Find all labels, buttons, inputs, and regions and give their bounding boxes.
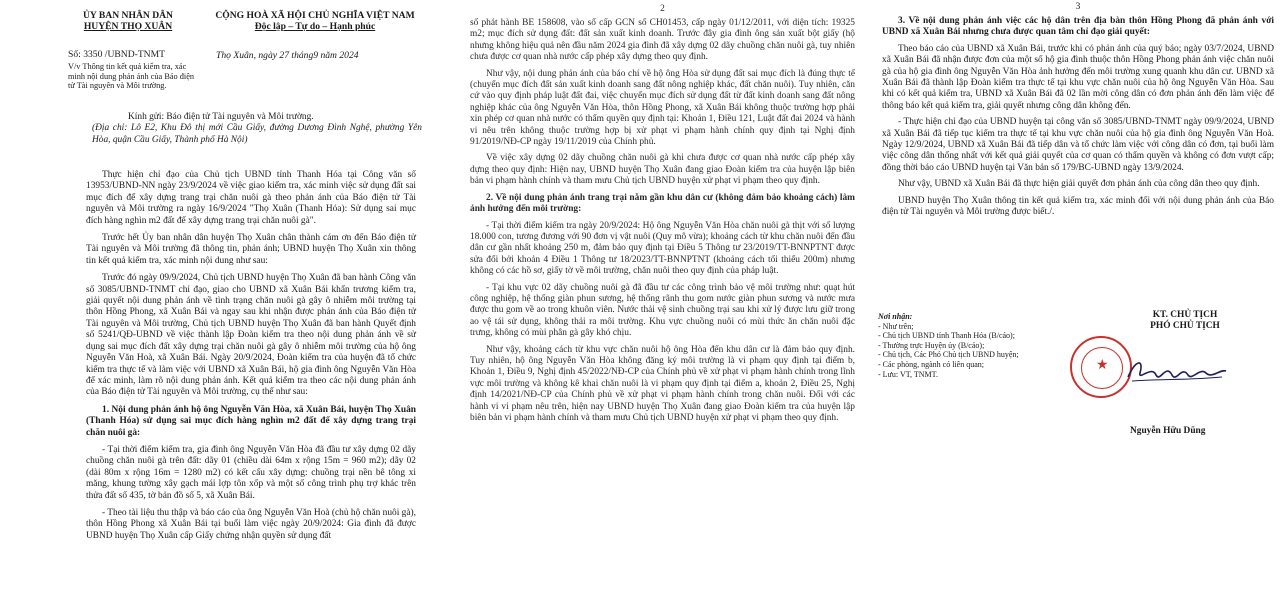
paragraph: Trước hết Ủy ban nhân dân huyện Thọ Xuân chân thành cám ơn đến Báo điện tử Tài nguyên và Môi trường đã thông tin, phản ánh; UBND huyện Thọ Xuân xin thông tin kết quả kiểm tra, xác minh nội dung như sau: bbox=[86, 233, 416, 266]
recipient-item: - Chủ tịch, Các Phó Chủ tịch UBND huyện; bbox=[878, 350, 1019, 360]
recipients-title: Nơi nhận: bbox=[878, 312, 913, 321]
paragraph: - Tại khu vực 02 dãy chuồng nuôi gà đã đầu tư các công trình bảo vệ môi trường như: quạt hút công nghiệp, hệ thống giàn phun sương, hệ thống rãnh thu gom nước giàn phun sương và nước mưa được thu gom về ao trong khuôn viên. Nước thải vệ sinh chuồng trại sau khi xử lý được lưu giữ trong ao vệ tái sử dụng, không thải ra môi trường. Khu vực chuồng nuôi có mùi thức ăn chăn nuôi đặc trưng, không có mùi phân gà gây khó chịu. bbox=[470, 282, 855, 339]
national-heading bbox=[206, 10, 424, 32]
signature-stroke bbox=[1128, 363, 1226, 377]
recipient-item: - Chủ tịch UBND tỉnh Thanh Hóa (B/cáo); bbox=[878, 331, 1015, 341]
section-heading: 1. Nội dung phản ánh hộ ông Nguyễn Văn Hòa, xã Xuân Bái, huyện Thọ Xuân (Thanh Hóa) sử dụng sai mục đích hàng nghìn m2 đất để xây dựng trang trại chăn nuôi gà: bbox=[86, 404, 416, 438]
recipient-item: - Lưu: VT, TNMT. bbox=[878, 369, 938, 379]
issuing-agency bbox=[44, 10, 212, 32]
signature-underline bbox=[1132, 377, 1222, 381]
recipient-address: (Địa chỉ: Lô E2, Khu Đô thị mới Cầu Giấy, đường Dương Đình Nghệ, phường Yên Hòa, quận Cầu Giấy, Thành phố Hà Nội) bbox=[92, 123, 422, 145]
document-date: Thọ Xuân, ngày 27 tháng9 năm 2024 bbox=[216, 50, 359, 61]
agency-line-1: ỦY BAN NHÂN DÂN bbox=[83, 10, 173, 21]
page-2 bbox=[470, 0, 855, 606]
paragraph: số phát hành BE 158608, vào sổ cấp GCN số CH01453, cấp ngày 01/12/2011, với diện tích: 19325 m2; mục đích sử dụng đất: đất sản xuất kinh doanh. Trước đây gia đình ông sản xuất bột giấy (hộ nhưng không hiệu quả nên đầu năm 2024 gia đình đã xây dựng 02 dãy chuồng chăn nuôi gà, tuy nhiên chưa được cơ quan nhà nước cấp phép xây dựng theo quy định. bbox=[470, 18, 855, 63]
paragraph: Về việc xây dựng 02 dãy chuồng chăn nuôi gà khi chưa được cơ quan nhà nước cấp phép xây dựng theo quy định: Hiện nay, UBND huyện Thọ Xuân đang giao Đoàn kiểm tra của huyện lập biên bản vi phạm hành chính và tham mưu Chủ tịch UBND huyện xử phạt vi phạm theo quy định. bbox=[470, 153, 855, 187]
recipient-item: - Như trên; bbox=[878, 321, 914, 331]
paragraph: Trước đó ngày 09/9/2024, Chủ tịch UBND huyện Thọ Xuân đã ban hành Công văn số 3085/UBND-TNMT chỉ đạo, giao cho UBND xã Xuân Bái khẩn trương kiểm tra, giải quyết nội dung phản ánh về tình trạng chăn nuôi gà gây ô nhiễm môi trường tại thôn Hồng Phong, xã Xuân Bái và ngay sau khi nhận được phản ánh của Báo điện tử Tài nguyên và Môi trường, Chủ tịch UBND huyện Thọ Xuân đã ban hành Quyết định số 5241/QĐ-UBND về việc thành lập Đoàn kiểm tra theo nội dung phản ánh về sử dụng sai mục đích đất xây dựng trại chăn nuôi gà gây ô nhiễm môi trường của hộ ông Nguyễn Văn Hoà, xã Xuân Bái. Ngày 20/9/2024, Đoàn kiểm tra của huyện đã tổ chức kiểm tra thực tế và làm việc với UBND xã Xuân Bái, hộ gia đình ông Nguyễn Văn Hòa để xác minh, làm rõ nội dung phản ánh. Kết quả kiểm tra theo các nội dung phản ánh của Báo điện tử Tài nguyên và Môi trường, cụ thể như sau: bbox=[86, 273, 416, 398]
page-3 bbox=[878, 0, 1286, 606]
paragraph: - Tại thời điểm kiểm tra ngày 20/9/2024: Hộ ông Nguyễn Văn Hòa chăn nuôi gà thịt với số lượng 18.000 con, tương đương với 90 đơn vị vật nuôi (Quy mô vừa); khoảng cách từ khu chăn nuôi đến đầu dân cư gần nhất khoảng 250 m, đảm bảo quy định tại Điều 5 Thông tư 23/2019/TT-BNNPTNT được sửa đổi bởi khoản 4 Điều 1 Thông tư 18/2023/TT-BNNPTNT (khoảng cách tối thiểu 200m) nhưng không có các hồ sơ, giấy tờ về môi trường, chăn nuôi theo quy định của pháp luật. bbox=[470, 220, 855, 277]
paragraph: - Theo tài liệu thu thập và báo cáo của ông Nguyễn Văn Hoà (chủ hộ chăn nuôi gà), thôn Hồng Phong xã Xuân Bái tại buổi làm việc ngày 20/9/2024: Gia đình đã được UBND huyện Thọ Xuân cấp Giấy chứng nhận quyền sử dụng đất bbox=[86, 507, 416, 541]
to-line: Kính gửi: Báo điện tử Tài nguyên và Môi trường. bbox=[128, 112, 314, 122]
nation-motto: Độc lập – Tự do – Hạnh phúc bbox=[254, 21, 376, 32]
page-1-body bbox=[86, 170, 416, 542]
document-number: Số: 3350 /UBND-TNMT bbox=[68, 49, 166, 60]
sign-title-2: PHÓ CHỦ TỊCH bbox=[1150, 321, 1220, 331]
paragraph: Theo báo cáo của UBND xã Xuân Bái, trước khi có phản ánh của quý báo; ngày 03/7/2024, UBND xã Xuân Bái đã nhận được đơn của một số hộ gia đình thuộc thôn Hồng Phong phản ánh việc chăn nuôi gà của hộ gia đình ông Nguyễn Văn Hòa ảnh hưởng đến môi trường xung quanh khu dân cư. UBND xã Xuân Bái đã thành lập Đoàn kiểm tra thực tế tại khu vực chăn nuôi của hộ ông Nguyễn Văn Hòa. Sau khi có kết quả kiểm tra, UBND xã Xuân Bái đã 02 lần mời công dân có đơn phản ánh đến làm việc để thông báo kết quả kiểm tra, giải quyết nhưng công dân không đến. bbox=[882, 43, 1274, 111]
paragraph: - Tại thời điểm kiểm tra, gia đình ông Nguyễn Văn Hòa đã đầu tư xây dựng 02 dãy chuồng chăn nuôi gà trên đất: dãy 01 (chiều dài 64m x rộng 15m = 960 m2); dãy 02 (dài 80m x rộng 16m = 1280 m2) có kết cấu xây dựng: chuồng trại nền bê tông xi măng, khung tường xây gạch mái lợp tôn xốp và một số công trình phụ trợ khác trên thửa đất số 435, tờ bản đồ số 5, xã Xuân Bái. bbox=[86, 444, 416, 501]
sign-title-1: KT. CHỦ TỊCH bbox=[1152, 310, 1218, 320]
section-heading: 2. Về nội dung phản ánh trang trại nằm gần khu dân cư (không đảm bảo khoảng cách) làm ảnh hưởng đến môi trường: bbox=[470, 192, 855, 215]
page-3-body bbox=[882, 2, 1274, 219]
recipient-item: - Các phòng, ngành có liên quan; bbox=[878, 359, 984, 369]
page-2-body bbox=[470, 4, 855, 424]
paragraph: - Thực hiện chỉ đạo của UBND huyện tại công văn số 3085/UBND-TNMT ngày 09/9/2024, UBND xã Xuân Bái đã tiếp tục kiểm tra thực tế tại khu vực chăn nuôi của hộ gia đình ông Nguyễn Văn Hoà. Ngày 12/9/2024, UBND xã Xuân Bái đã tiếp dân và tổ chức làm việc với công dân có đơn, tại buổi làm việc công dân thống nhất với kết quả giải quyết của cơ quan có thẩm quyền và không có đơn vượt cấp; đồng thời báo cáo UBND huyện tại Văn bản số 179/BC-UBND ngày 13/9/2024. bbox=[882, 117, 1274, 173]
paragraph: Như vậy, UBND xã Xuân Bái đã thực hiện giải quyết đơn phản ánh của công dân theo quy định. bbox=[898, 179, 1260, 190]
agency-line-2: HUYỆN THỌ XUÂN bbox=[83, 21, 173, 32]
signer-name: Nguyễn Hữu Dũng bbox=[1130, 426, 1206, 436]
paragraph: Như vậy, khoảng cách từ khu vực chăn nuôi hộ ông Hòa đến khu dân cư là đảm bảo quy định. Tuy nhiên, hộ ông Nguyễn Văn Hòa không đăng ký môi trường là vi phạm quy định tại điểm b, Khoản 1, Điều 9, Nghị định 45/2022/NĐ-CP của Chính phủ về xử phạt vi phạm hành chính trong lĩnh vực môi trường và không kê khai chăn nuôi là vi phạm quy định tại điểm a, khoản 2, Điều 25, Nghị định 14/2021/NĐ-CP của Chính phủ về xử phạt vi phạm hành chính trong chăn nuôi. Đối với các hành vi vi phạm nêu trên, hiện nay UBND huyện Thọ Xuân đang giao Đoàn kiểm tra của huyện lập biên bản vi phạm hành chính và tham mưu Chủ tịch UBND huyện xử phạt vi phạm theo quy định. bbox=[470, 344, 855, 423]
recipients-list bbox=[878, 312, 1078, 379]
recipient-item: - Thường trực Huyện ủy (B/cáo); bbox=[878, 340, 985, 350]
recipient-block bbox=[92, 112, 422, 146]
document-subject: V/v Thông tin kết quả kiểm tra, xác minh nội dung phản ánh của Báo điện tử Tài nguyên và Môi trường. bbox=[68, 62, 195, 91]
page-number: 2 bbox=[660, 4, 665, 14]
paragraph: UBND huyện Thọ Xuân thông tin kết quả kiểm tra, xác minh đối với nội dung phản ánh của Báo điện tử Tài nguyên và Môi trường được biết./. bbox=[882, 195, 1274, 218]
seal-star-icon: ★ bbox=[1096, 358, 1109, 373]
section-heading: 3. Về nội dung phản ánh việc các hộ dân trên địa bàn thôn Hồng Phong đã phản ánh với UBND xã Xuân Bái nhưng chưa được quan tâm chỉ đạo giải quyết: bbox=[882, 16, 1274, 38]
paragraph: Thực hiện chỉ đạo của Chủ tịch UBND tỉnh Thanh Hóa tại Công văn số 13953/UBND-NN ngày 23/9/2024 về việc giao kiểm tra, xác minh việc sử dụng đất sai mục đích để xây dựng trang trại chăn nuôi gà theo phản ánh của Báo điện tử Tài nguyên và Môi trường ra ngày 16/9/2024 "Thọ Xuân (Thanh Hóa): Sử dụng sai mục đích hàng nghìn m2 đất để xây dựng trang trại chăn nuôi gà". bbox=[86, 170, 416, 226]
handwritten-signature bbox=[1122, 355, 1232, 387]
page-number: 3 bbox=[1075, 2, 1081, 12]
nation-line-1: CỘNG HOÀ XÃ HỘI CHỦ NGHĨA VIỆT NAM bbox=[215, 10, 415, 21]
paragraph: Như vậy, nội dung phản ánh của báo chí về hộ ông Hòa sử dụng đất sai mục đích là đúng thực tế (chuyển mục đích đất sản xuất kinh doanh sang đất nông nghiệp khác, đất chăn nuôi). Tuy nhiên, căn cứ vào quy định pháp luật đất đai, việc chuyển mục đích sử dụng đất từ đất kinh doanh sang đất nông nghiệp khác của ông Nguyễn Văn Hòa, thôn Hồng Phong, xã Xuân Bái không thuộc trường hợp phải xin phép cơ quan nhà nước có thẩm quyền quy định tại: Khoản 1, Điều 121, Luật đất đai 2024 và hành vi nêu trên không thuộc trường hợp bị xử phạt vi phạm hành chính quy định tại Nghị định 91/2019/NĐ-CP ngày 19/11/2019 của Chính phủ. bbox=[470, 68, 855, 148]
page-1 bbox=[0, 0, 438, 606]
signature-title bbox=[1110, 310, 1260, 332]
document-header bbox=[0, 0, 438, 91]
